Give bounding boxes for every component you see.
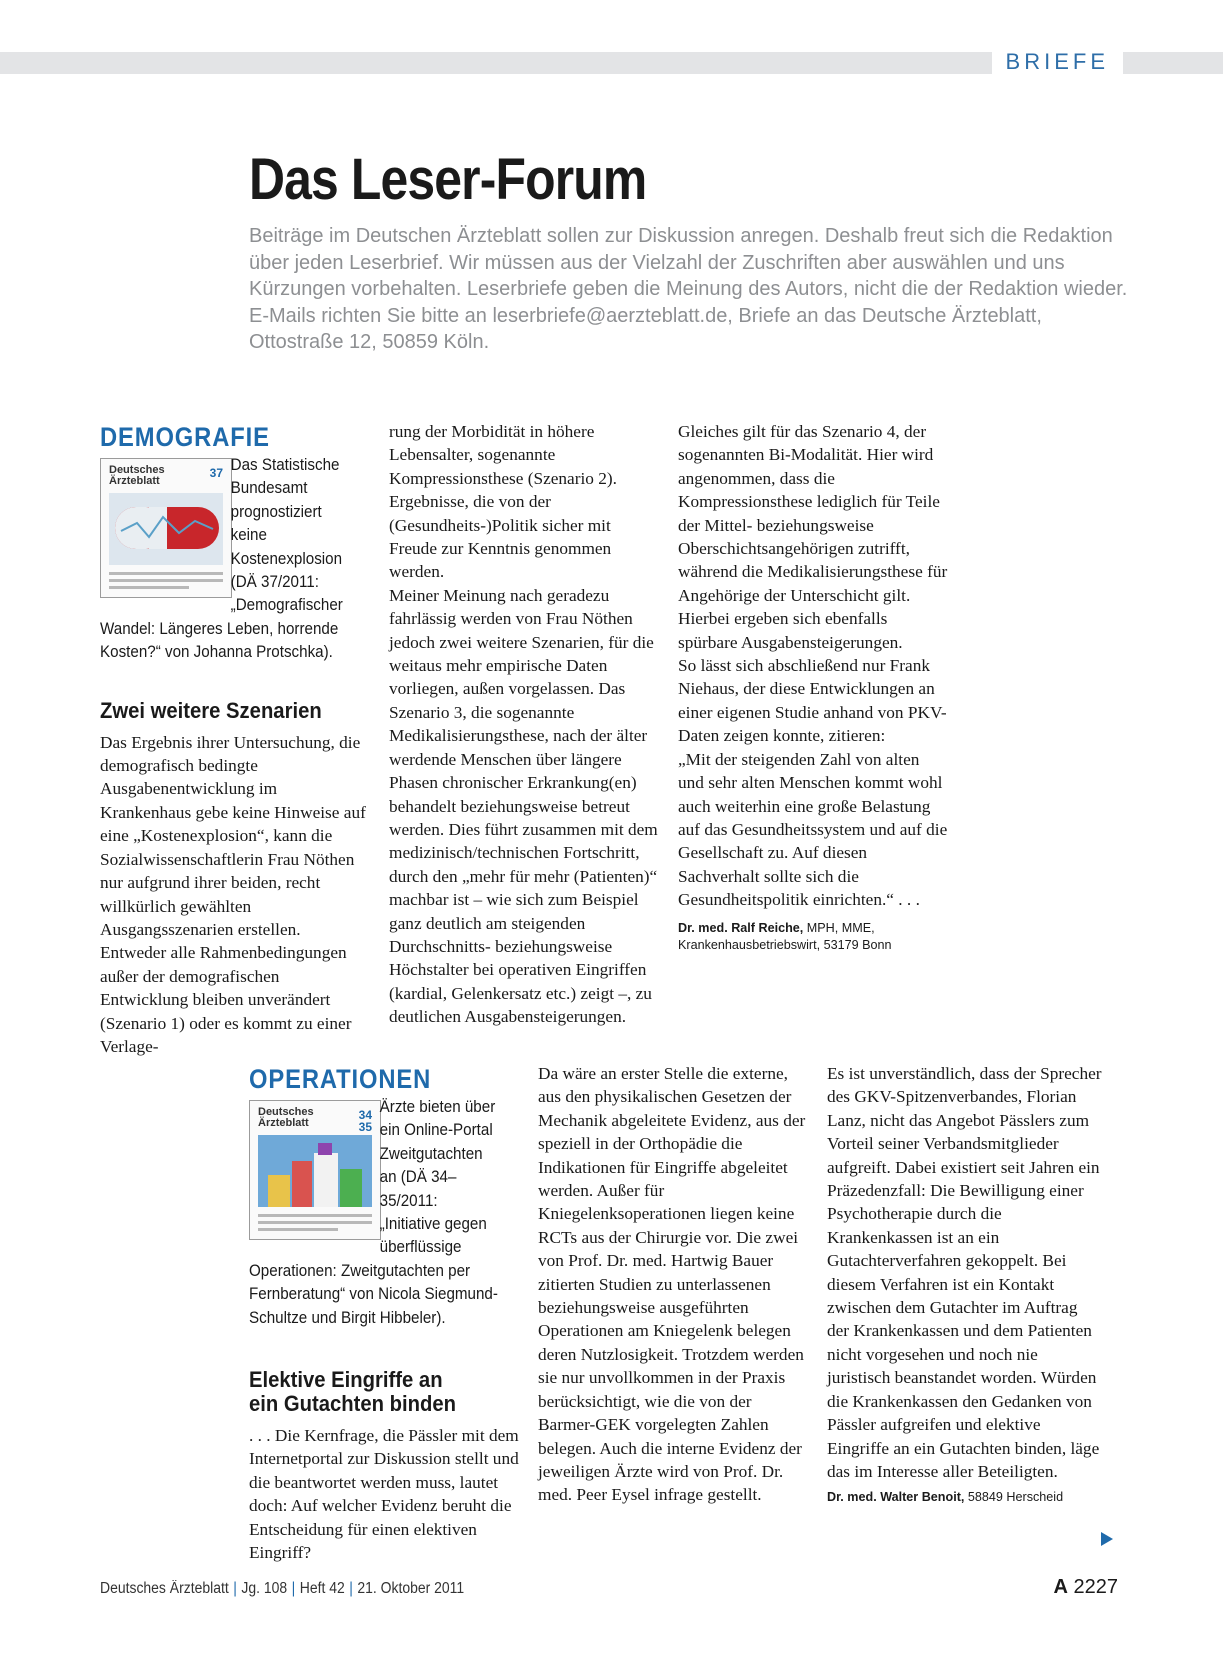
- letter2-teaser-text: Ärzte bieten über ein Online-Portal Zweitgutachten an (DÄ 34–35/2011: „Initiative gegen überflüssige Operationen: Zweitgutachten per Fernberatung“ von Nicola Siegmund-Schultze und Birgit Hibbeler).: [249, 1098, 498, 1327]
- footer-journal: Deutsches Ärzteblatt: [100, 1580, 229, 1597]
- letter2-kicker: OPERATIONEN: [249, 1064, 432, 1094]
- author-name: Dr. med. Walter Benoit,: [827, 1490, 965, 1505]
- footer-separator: |: [291, 1580, 296, 1597]
- letter2-column-3: [827, 1062, 1102, 1506]
- letter1-paragraph: Entweder alle Rahmenbedingungen außer der demografischen Entwicklung bleiben unverändert (Szenario 1) oder es kommt zu einer Verlage-: [100, 943, 352, 1056]
- letter1-paragraph: rung der Morbidität in höhere Lebensalter, sogenannte Kompressionsthese (Szenario 2).: [389, 422, 617, 488]
- letter1-column-3: [678, 420, 948, 954]
- letter1-paragraph: Meiner Meinung nach geradezu fahrlässig werden von Frau Nöthen jedoch zwei weitere Szenarien, für die weitaus mehr empirische Daten vorliegen, außen vorgelassen. Das Szenario 3, die sogenannte Medikalisierungsthese, nach der älter werdende Menschen über längere Phasen chronischer Erkrankung(en) behandelt beziehungsweise betreut werden. Dies führt zusammen mit dem medizinisch/technischen Fortschritt, durch den „mehr für mehr (Patienten)“ machbar ist – wie sich zum Beispiel ganz deutlich am steigenden Durchschnitts- beziehungsweise Höchstalter bei operativen Eingriffen (kardial, Gelenkersatz etc.) zeigt –, zu deutlichen Ausgabensteigerungen.: [389, 585, 658, 1027]
- section-label: BRIEFE: [992, 46, 1123, 78]
- letter2-paragraph: . . . Die Kernfrage, die Pässler mit dem Internetportal zur Diskussion stellt und die beantwortet werden muss, lautet doch: Auf welcher Evidenz beruht die Entscheidung für einen elektiven Eingriff?: [249, 1426, 519, 1563]
- author-name: Dr. med. Ralf Reiche,: [678, 920, 804, 935]
- letter2-signature: [827, 1489, 1102, 1506]
- author-location: Krankenhausbetriebswirt, 53179 Bonn: [678, 937, 892, 952]
- author-location: 58849 Herscheid: [964, 1490, 1064, 1505]
- footer-volume: Jg. 108: [241, 1580, 288, 1597]
- letter1-paragraph: Das Ergebnis ihrer Untersuchung, die demografisch bedingte Ausgabenentwicklung im Krankenhaus gebe keine Hinweise auf eine „Kostenexplosion“, kann die Sozialwissenschaftlerin Frau Nöthen nur aufgrund ihrer beiden, recht willkürlich gewählten Ausgangsszenarien erstellen.: [100, 732, 366, 939]
- letter1-teaser: [100, 454, 370, 665]
- page-number: [1053, 1576, 1118, 1599]
- cover-issue-number: 34 35: [358, 1108, 372, 1134]
- cover-issue-number: 37: [209, 466, 223, 480]
- letter1-paragraph: So lässt sich abschließend nur Frank Niehaus, der diese Entwicklungen an einer eigenen Studie anhand von PKV-Daten zeigen konnte, zitieren:: [678, 656, 947, 746]
- letter1-column-2: [389, 420, 661, 1029]
- page-title: Das Leser-Forum: [249, 147, 647, 212]
- letter1-column-1: [100, 420, 370, 1058]
- letter2-headline: [249, 1368, 494, 1416]
- footer-date: 21. Oktober 2011: [357, 1580, 465, 1597]
- page-number-value: 2227: [1073, 1576, 1118, 1598]
- letter2-headline-line2: ein Gutachten binden: [249, 1391, 457, 1417]
- footer-separator: |: [233, 1580, 237, 1597]
- letter1-kicker: DEMOGRAFIE: [100, 422, 270, 452]
- letter1-teaser-text: Das Statistische Bundesamt prognostiziert keine Kostenexplosion (DÄ 37/2011: „Demografischer Wandel: Längeres Leben, horrende Kosten?“ von Johanna Protschka).: [100, 456, 343, 662]
- letter1-signature: [678, 920, 948, 954]
- letter1-paragraph: „Mit der steigenden Zahl von alten und sehr alten Menschen kommt wohl auch weiterhin eine große Belastung auf das Gesundheitssystem und auf die Gesellschaft zu. Auf diesen Sachverhalt sollte sich die Gesundheitspolitik einrichten.“ . . .: [678, 749, 948, 910]
- footer-citation: [100, 1580, 464, 1598]
- letter2-teaser: [249, 1096, 521, 1330]
- letter2-headline-line1: Elektive Eingriffe an: [249, 1367, 443, 1393]
- continue-arrow-icon: [1101, 1532, 1113, 1546]
- letter1-paragraph: Gleiches gilt für das Szenario 4, der sogenannten Bi-Modalität. Hier wird angenommen, dass die Kompressionsthese lediglich für Teile der Mittel- beziehungsweise Oberschichtsangehörigen zutrifft, während die Medikalisierungsthese für Angehörige der Unterschicht gilt. Hierbei ergeben sich ebenfalls spürbare Ausgabensteigerungen.: [678, 422, 948, 652]
- footer-separator: |: [349, 1580, 353, 1597]
- letter2-paragraph: Da wäre an erster Stelle die externe, aus den physikalischen Gesetzen der Mechanik abgeleitete Evidenz, aus der speziell in der Orthopädie die Indikationen für Eingriffe abgeleitet werden. Außer für Kniegelenksoperationen liegen keine RCTs aus der Chirurgie vor. Die zwei von Prof. Dr. med. Hartwig Bauer zitierten Studien zu unterlassenen beziehungsweise ausgeführten Operationen am Kniegelenk belegen deren Nutzlosigkeit. Trotzdem werden sie nur unvollkommen in der Praxis berücksichtigt, wie die von der Barmer-GEK vorgelegten Zahlen belegen. Auch die interne Evidenz der jeweiligen Ärzte wird von Prof. Dr. med. Peer Eysel infrage gestellt.: [538, 1064, 806, 1505]
- page-prefix: A: [1053, 1576, 1068, 1598]
- author-credentials: MPH, MME,: [803, 920, 875, 935]
- letter2-column-1: [249, 1062, 521, 1565]
- cover-logo: Deutsches Ärzteblatt: [258, 1106, 314, 1129]
- cover-logo: Deutsches Ärzteblatt: [109, 464, 165, 487]
- footer-issue: Heft 42: [299, 1580, 345, 1597]
- letter1-paragraph: Ergebnisse, die von der (Gesundheits-)Politik sicher mit Freude zur Kenntnis genommen werden.: [389, 492, 612, 582]
- intro-text: Beiträge im Deutschen Ärzteblatt sollen zur Diskussion anregen. Deshalb freut sich die Redaktion über jeden Leserbrief. Wir müssen aus der Vielzahl der Zuschriften aber auswählen und uns Kürzungen vorbehalten. Leserbriefe geben die Meinung des Autors, nicht die der Redaktion wieder. E-Mails richten Sie bitte an leserbriefe@aerzteblatt.de, Briefe an das Deutsche Ärzteblatt, Ottostraße 12, 50859 Köln.: [249, 225, 1128, 353]
- letter2-paragraph: Es ist unverständlich, dass der Sprecher des GKV-Spitzenverbandes, Florian Lanz, nicht das Angebot Pässlers zum Vorteil seiner Verbandsmitglieder aufgreift. Dabei existiert seit Jahren ein Präzedenzfall: Die Bewilligung einer Psychotherapie durch die Krankenkassen ist an ein Gutachterverfahren gekoppelt. Bei diesem Verfahren ist ein Kontakt zwischen dem Gutachter im Auftrag der Krankenkassen und dem Patienten nicht vorgesehen und noch nie juristisch beanstandet worden. Würden die Krankenkassen den Gedanken von Pässler aufgreifen und elektive Eingriffe an ein Gutachten binden, läge das im Interesse aller Beteiligten.: [827, 1064, 1102, 1481]
- letter2-column-2: [538, 1062, 810, 1507]
- letter1-headline: Zwei weitere Szenarien: [100, 697, 322, 723]
